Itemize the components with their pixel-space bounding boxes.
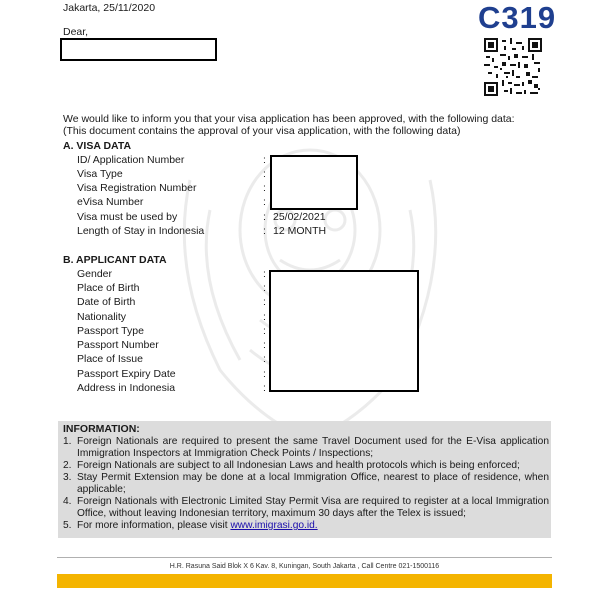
information-list [63,436,549,532]
footer-color-bar [57,574,552,588]
list-text: Foreign Nationals are required to present the same Travel Document used for the E-Visa application Immigration Inspectors at Immigration Check Points / Inspections; [77,436,549,459]
list-text: Stay Permit Extension may be done at a local Immigration Office, nearest to place of residence, when applicable; [77,472,549,495]
list-item [63,436,549,460]
recipient-name-redaction [60,38,217,61]
colon: : [263,353,266,365]
applicant-label-place-of-birth: Place of Birth [77,282,140,294]
colon: : [263,382,266,394]
list-text [77,520,549,532]
list-item [63,496,549,520]
colon: : [263,196,266,208]
colon: : [263,282,266,294]
list-number: 4. [63,496,72,507]
visa-data-redaction [270,155,358,210]
visa-label-registration-number: Visa Registration Number [77,182,197,194]
list-number: 1. [63,436,72,447]
applicant-label-nationality: Nationality [77,311,127,323]
colon: : [263,154,266,166]
colon: : [263,296,266,308]
list-text: Foreign Nationals with Electronic Limited Stay Permit Visa are required to register at a local Immigration Office, without leaving Indonesian territory, maximum 30 days after the Telex is issued; [77,496,549,519]
colon: : [263,182,266,194]
qr-code [484,38,542,96]
list-item [63,472,549,496]
colon: : [263,368,266,380]
applicant-label-address: Address in Indonesia [77,382,176,394]
list-item [63,520,549,532]
visa-label-must-be-used-by: Visa must be used by [77,211,178,223]
colon: : [263,311,266,323]
list-text-prefix: For more information, please visit [77,520,231,531]
footer-address: H.R. Rasuna Said Blok X 6 Kav. 8, Kuningan, South Jakarta , Call Centre 021-1500116 [169,563,440,570]
intro-line-1: We would like to inform you that your visa application has been approved, with the following data: [63,113,515,125]
intro-text [63,113,515,137]
visa-data-heading: A. VISA DATA [63,140,132,152]
information-heading: INFORMATION: [63,423,140,435]
applicant-label-date-of-birth: Date of Birth [77,296,136,308]
greeting: Dear, [63,26,89,38]
footer-divider [57,557,552,558]
colon: : [263,325,266,337]
applicant-label-place-of-issue: Place of Issue [77,353,143,365]
visa-label-length-of-stay: Length of Stay in Indonesia [77,225,205,237]
letter-date: Jakarta, 25/11/2020 [63,2,156,14]
list-number: 2. [63,460,72,471]
intro-line-2: (This document contains the approval of your visa application, with the following data) [63,125,461,137]
colon: : [263,339,266,351]
visa-must-be-used-by-value: 25/02/2021 [273,211,326,223]
list-number: 5. [63,520,72,531]
colon: : [263,211,266,223]
visa-label-evisa-number: eVisa Number [77,196,144,208]
list-text: Foreign Nationals are subject to all Indonesian Laws and health protocols which is being enforced; [77,460,520,471]
visa-label-visa-type: Visa Type [77,168,123,180]
colon: : [263,268,266,280]
visa-label-application-number: ID/ Application Number [77,154,185,166]
applicant-label-passport-number: Passport Number [77,339,159,351]
applicant-label-passport-type: Passport Type [77,325,144,337]
applicant-label-passport-expiry: Passport Expiry Date [77,368,176,380]
applicant-label-gender: Gender [77,268,113,280]
colon: : [263,168,266,180]
list-item [63,460,549,472]
colon: : [263,225,266,237]
applicant-data-redaction [269,270,419,392]
document-code: C319 [478,0,557,35]
applicant-data-heading: B. APPLICANT DATA [63,254,167,266]
imigrasi-website-link[interactable]: www.imigrasi.go.id. [230,520,318,531]
list-number: 3. [63,472,72,483]
visa-length-of-stay-value: 12 MONTH [273,225,327,237]
